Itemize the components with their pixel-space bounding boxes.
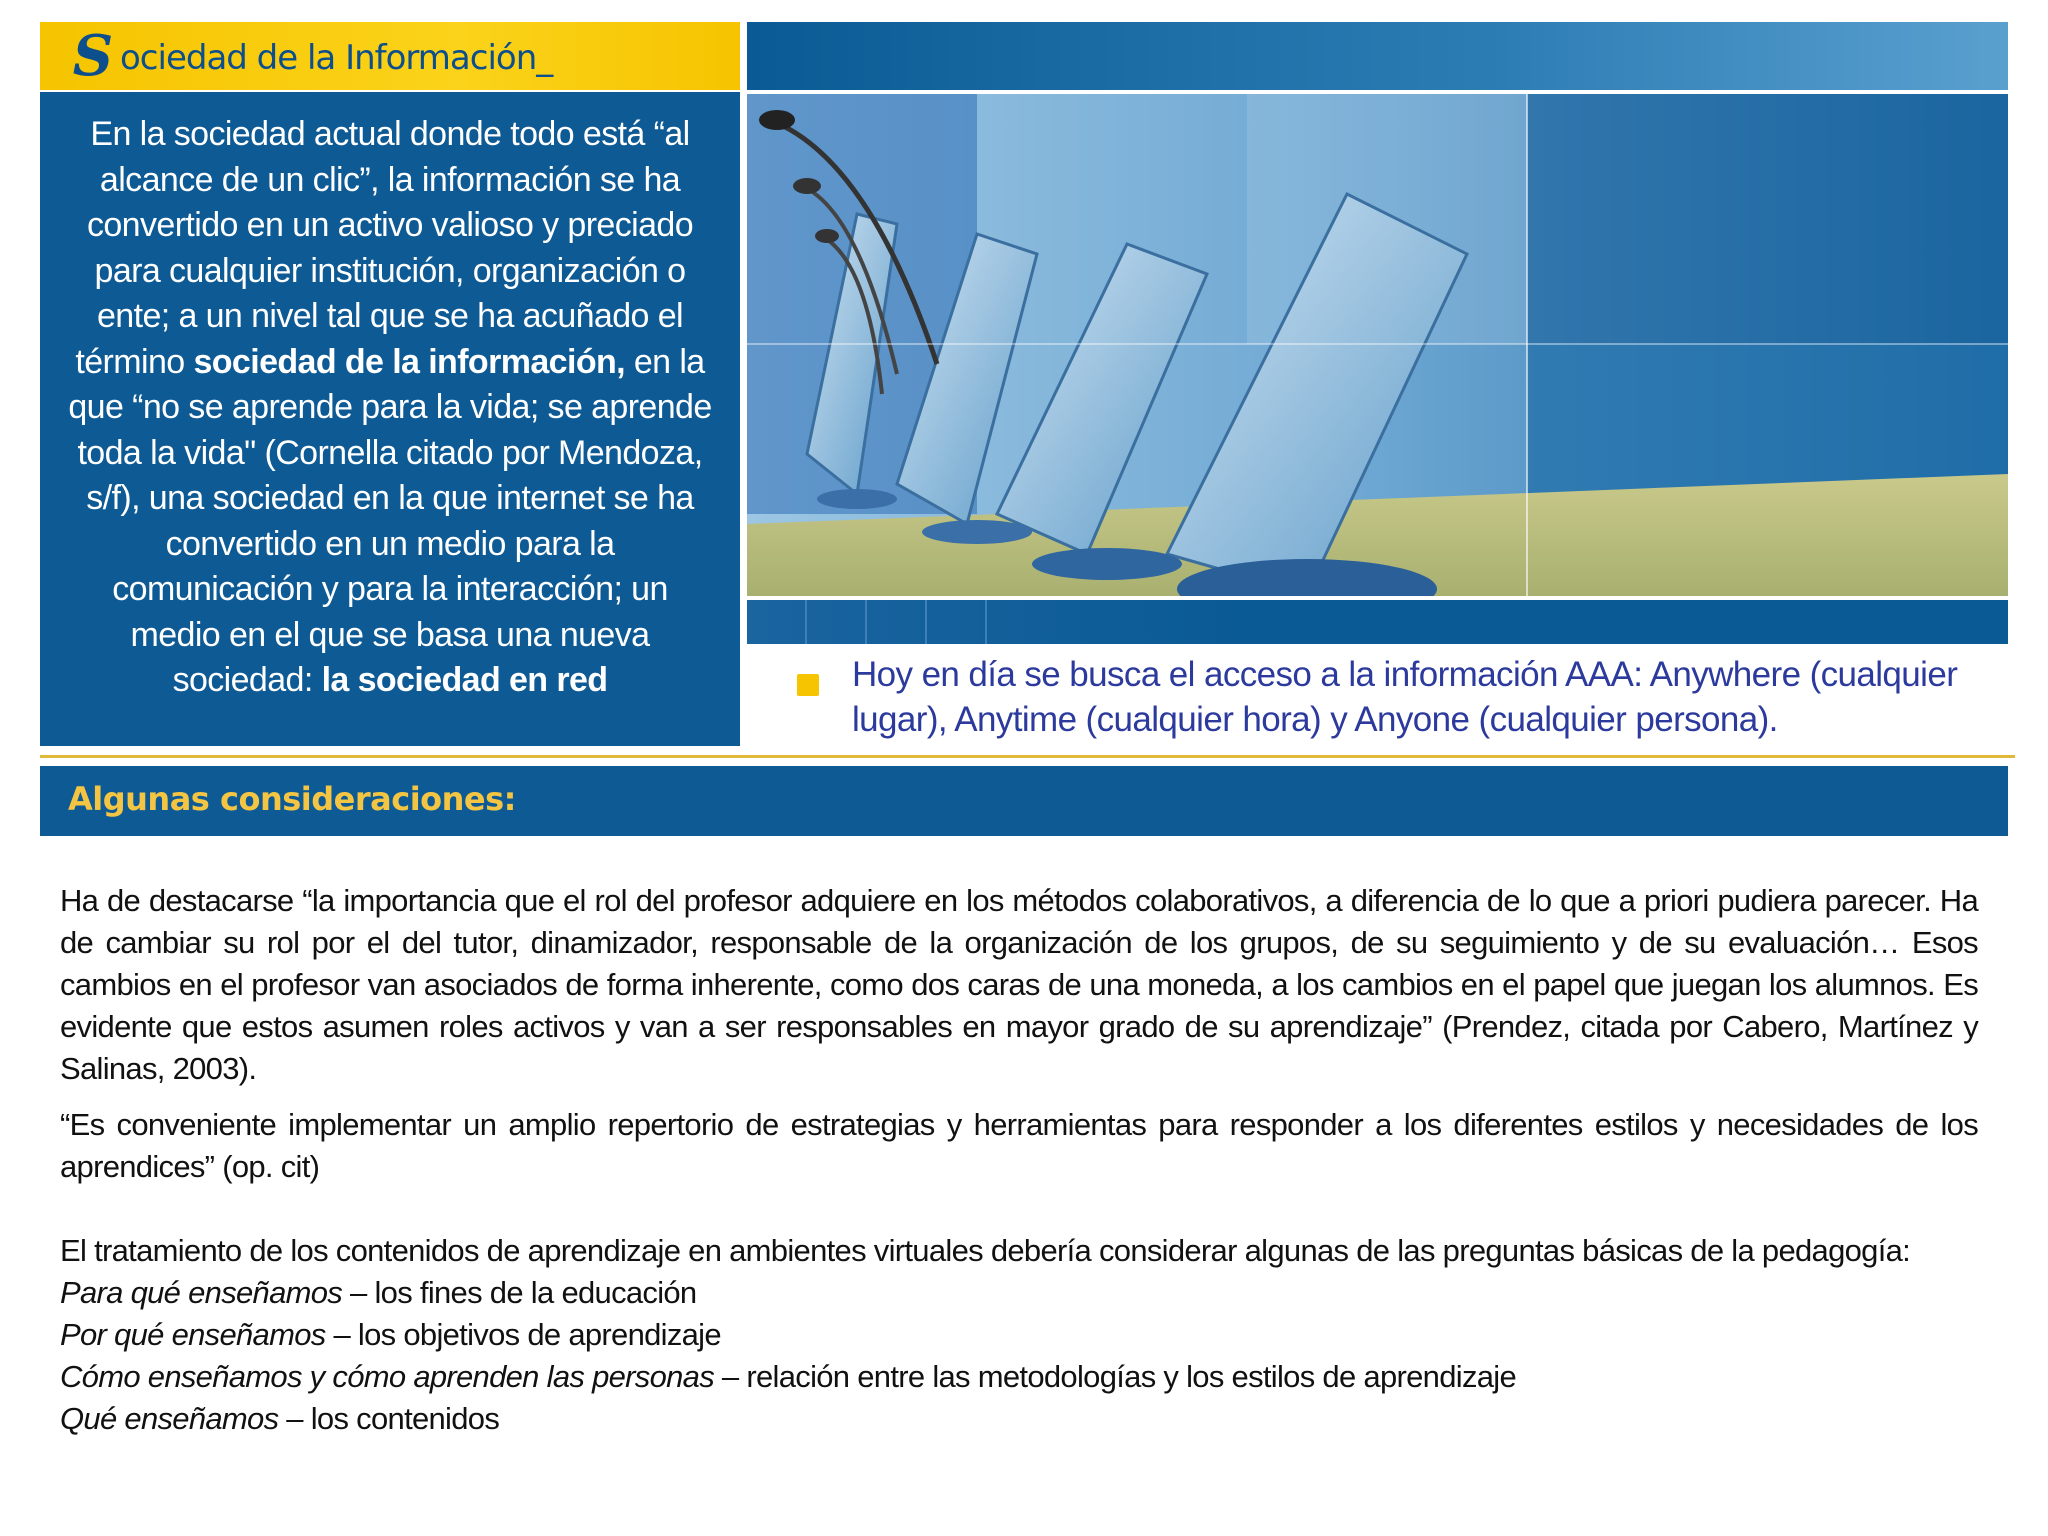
question-item xyxy=(60,1272,1978,1314)
question-item xyxy=(60,1314,1978,1356)
strip-segment xyxy=(927,600,987,644)
question-answer: – los objetivos de aprendizaje xyxy=(325,1317,721,1352)
question-answer: – relación entre las metodologías y los estilos de aprendizaje xyxy=(714,1359,1517,1394)
strip-segment xyxy=(807,600,867,644)
question-label: Cómo enseñamos y cómo aprenden las personas xyxy=(60,1359,715,1394)
banner-header-strip xyxy=(747,22,2008,90)
question-item xyxy=(60,1356,1978,1398)
intro-text-middle: en la que “no se aprende para la vida; se aprende toda la vida" (Cornella citado por Mendoza, s/f), una sociedad en la que internet se ha convertido en un medio para la comunicación y para la interacción; un medio en el que se basa una nueva sociedad: xyxy=(68,342,712,699)
section-header-bar xyxy=(40,766,2008,836)
divider xyxy=(40,755,2015,758)
intro-box xyxy=(40,92,740,746)
question-item xyxy=(60,1398,1978,1440)
question-answer: – los contenidos xyxy=(278,1401,500,1436)
title-bar xyxy=(40,22,740,90)
conference-room-illustration xyxy=(747,94,2008,596)
intro-bold-end: la sociedad en red xyxy=(321,661,608,699)
bullet-square-icon xyxy=(797,674,819,696)
question-label: Para qué enseñamos xyxy=(60,1275,343,1310)
paragraph-2: “Es conveniente implementar un amplio repertorio de estrategias y herramientas para responder a los diferentes estilos y necesidades de los aprendices” (op. cit) xyxy=(60,1107,1978,1184)
banner-bottom-strip xyxy=(747,600,2008,644)
questions-intro: El tratamiento de los contenidos de aprendizaje en ambientes virtuales debería considerar algunas de las preguntas básicas de la pedagogía: xyxy=(60,1233,1911,1268)
strip-segment xyxy=(867,600,927,644)
aaa-statement: Hoy en día se busca el acceso a la información AAA: Anywhere (cualquier lugar), Anytime (cualquier hora) y Anyone (cualquier persona). xyxy=(852,655,1958,739)
intro-text: En la sociedad actual donde todo está “al alcance de un clic”, la información se ha convertido en un activo valioso y preciado para cualquier institución, organización o ente; a un nivel tal que se ha acuñado el término xyxy=(75,115,694,381)
question-answer: – los fines de la educación xyxy=(342,1275,697,1310)
page-title: ociedad de la Información_ xyxy=(120,38,553,78)
logo-letter: S xyxy=(72,23,114,89)
question-label: Qué enseñamos xyxy=(60,1401,279,1436)
strip-segment xyxy=(747,600,807,644)
question-label: Por qué enseñamos xyxy=(60,1317,326,1352)
section-title: Algunas consideraciones: xyxy=(68,780,516,818)
body-content xyxy=(60,880,1978,1440)
banner-image xyxy=(747,94,2008,596)
paragraph-1: Ha de destacarse “la importancia que el rol del profesor adquiere en los métodos colaborativos, a diferencia de lo que a priori pudiera parecer. Ha de cambiar su rol por el del tutor, dinamizador, responsable de la organización de los grupos, de su seguimiento y de su evaluación… Esos cambios en el profesor van asociados de forma inherente, como dos caras de una moneda, a los cambios en el papel que juegan los alumnos. Es evidente que estos asumen roles activos y van a ser responsables en mayor grado de su aprendizaje” (Prendez, citada por Cabero, Martínez y Salinas, 2003). xyxy=(60,883,1978,1086)
intro-bold-term: sociedad de la información, xyxy=(193,342,626,381)
